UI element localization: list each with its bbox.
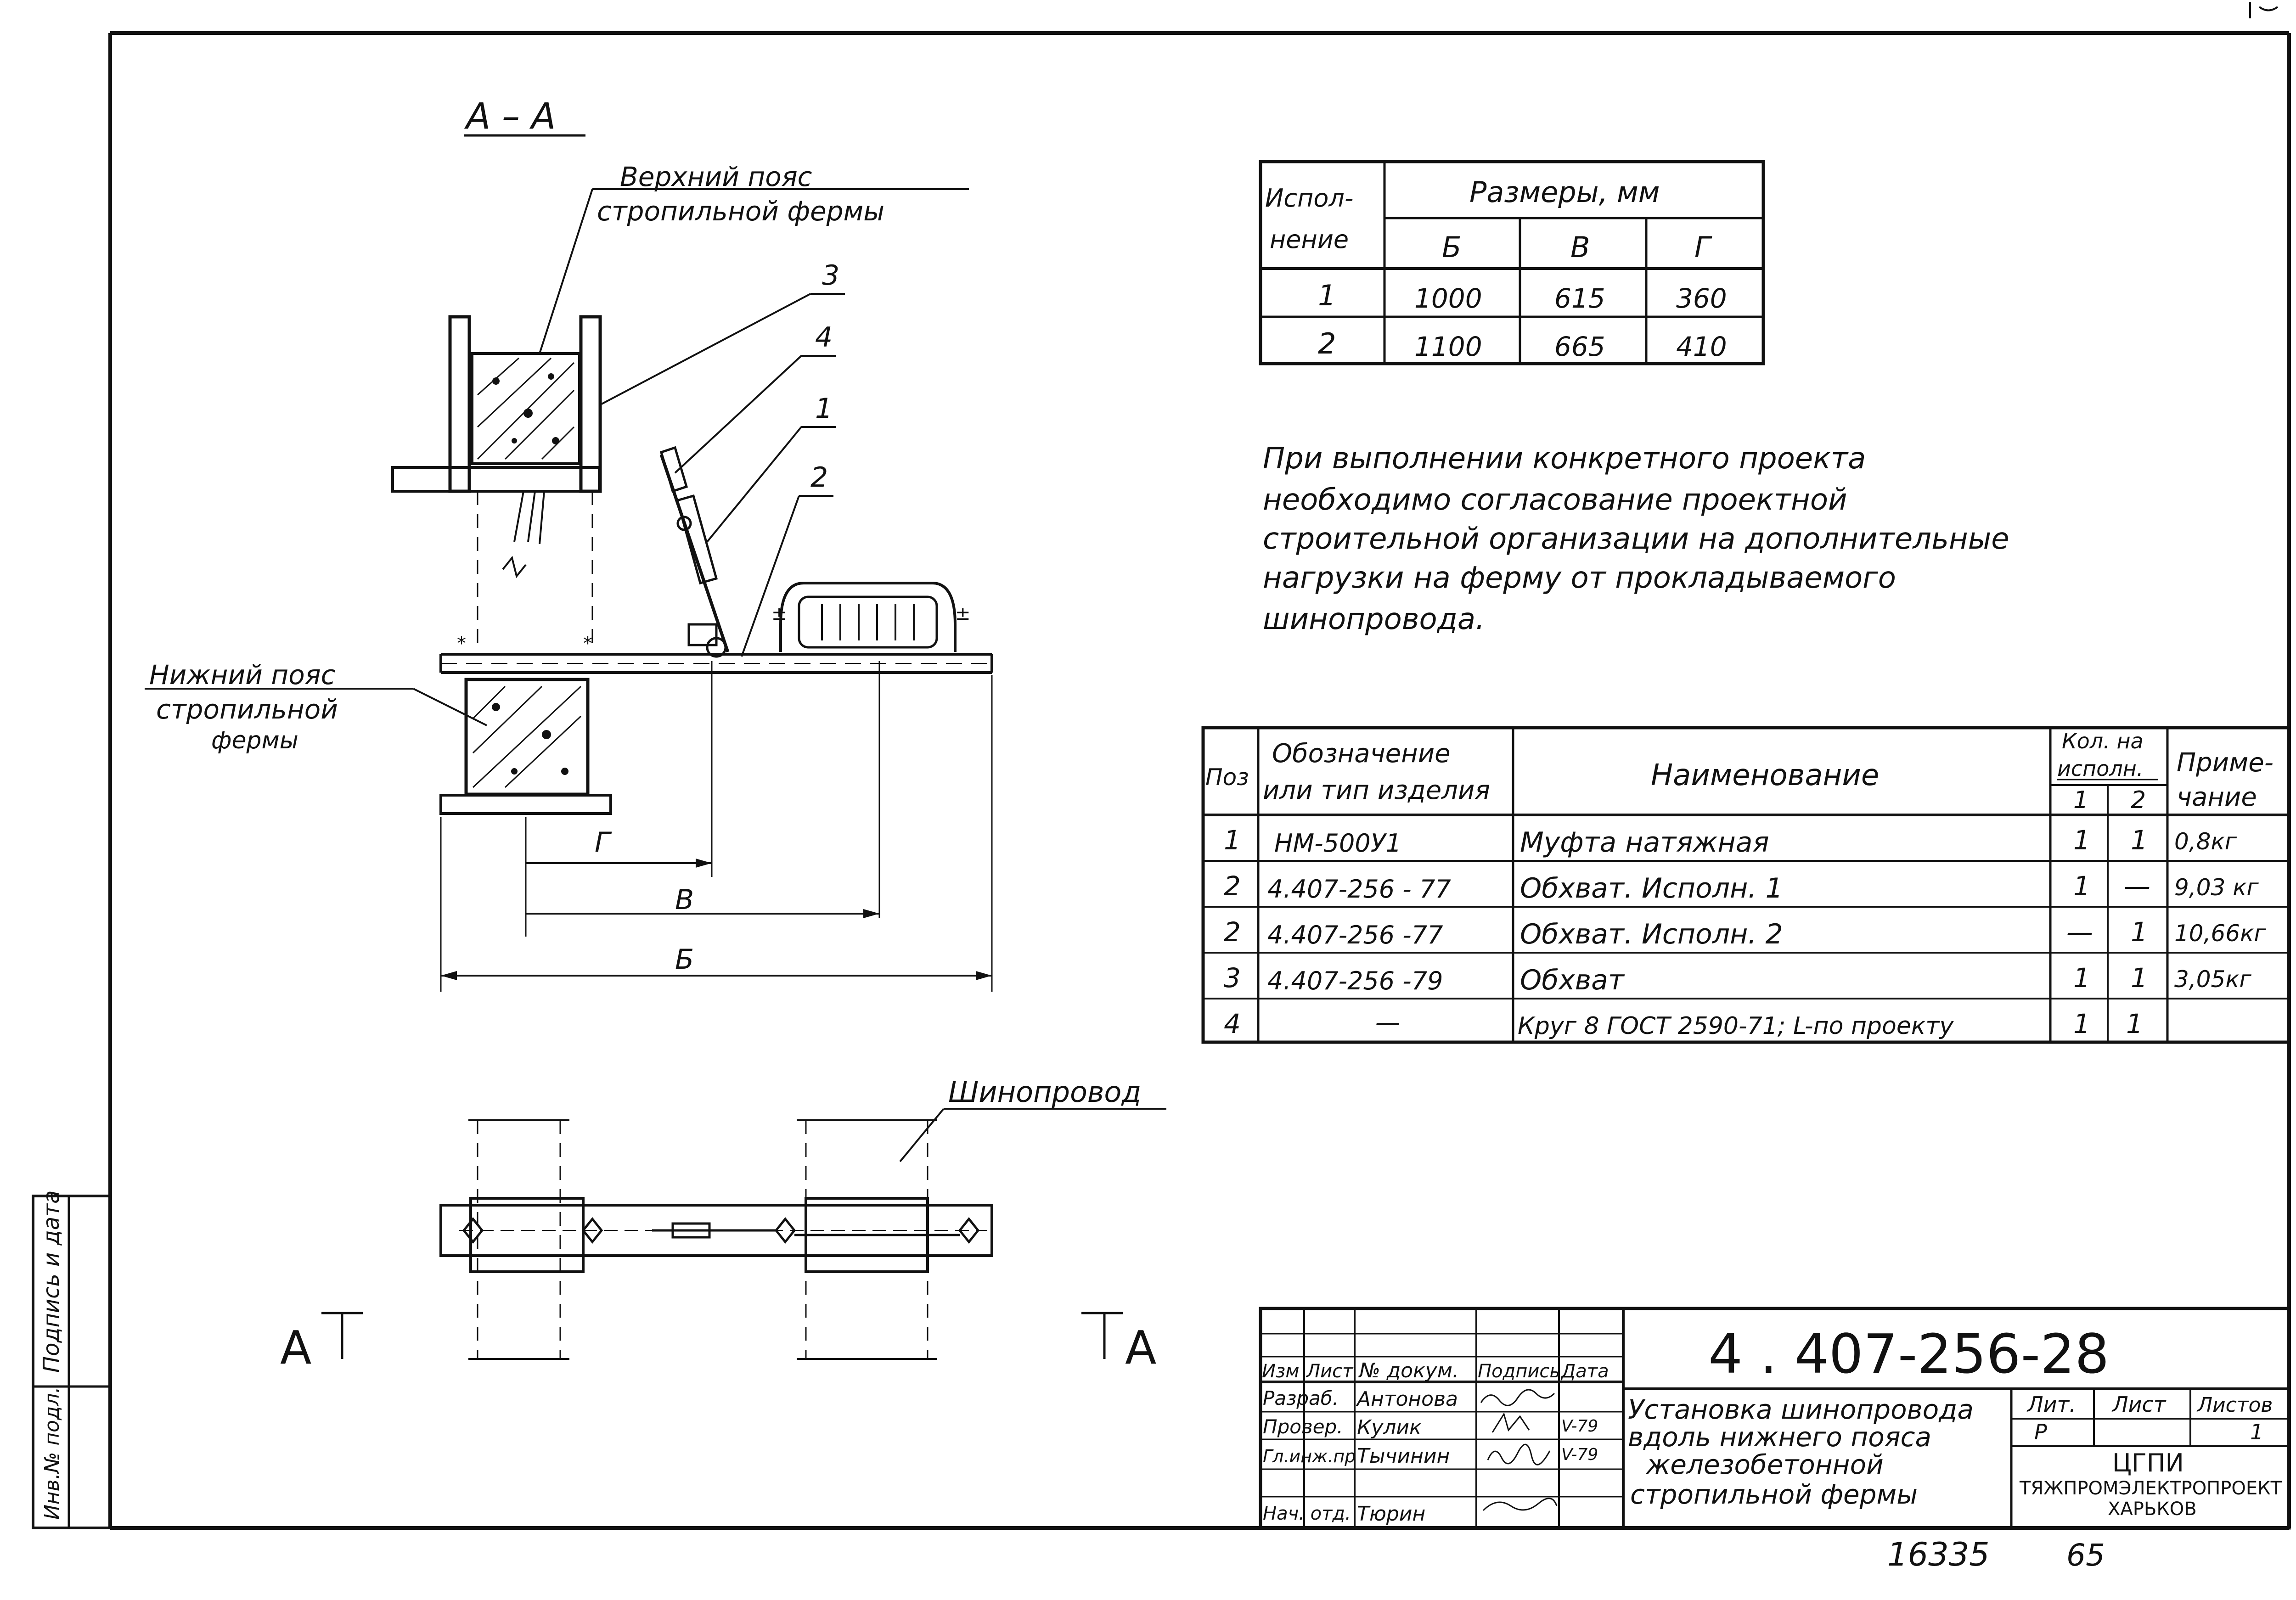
busbar-section (771, 583, 971, 652)
plan-view (280, 1075, 1166, 1375)
callout-4: 4 (815, 321, 833, 354)
spec-row-2-name: Обхват. Исполн. 1 (1520, 872, 1783, 904)
tb-sheets-header: Листов (2197, 1393, 2273, 1417)
spec-row-1-name: Муфта натяжная (1520, 826, 1769, 859)
size-table-header-variant-2: нение (1270, 225, 1349, 254)
spec-header-qty-1: Кол. на (2062, 729, 2144, 753)
tb-title-4: стропильной фермы (1630, 1479, 1918, 1510)
note-line-4: нагрузки на ферму от прокладываемого (1263, 561, 1896, 595)
spec-header-qty-2: исполн. (2057, 756, 2144, 781)
spec-header-note-2: чание (2177, 782, 2257, 812)
dimensions (441, 661, 992, 992)
spec-row-3-pos: 2 (1224, 916, 1241, 948)
callout-2: 2 (810, 461, 828, 494)
spec-row-3-note: 10,66кг (2174, 920, 2266, 947)
side-stamp (33, 1190, 110, 1528)
upper-belt-label-2: стропильной фермы (597, 196, 885, 227)
spec-row-2-q2: — (2124, 870, 2150, 902)
svg-text:±: ± (955, 603, 971, 624)
tb-sheets-value: 1 (2250, 1420, 2264, 1444)
drawing-code: 4 . 407-256-28 (1708, 1322, 2110, 1386)
tb-col-date: Дата (1561, 1361, 1609, 1382)
note-line-5: шинопровода. (1263, 602, 1485, 636)
tb-title-1: Установка шинопровода (1628, 1394, 1974, 1425)
size-table-col-g: Г (1694, 230, 1711, 264)
org-line-2: ТЯЖПРОМЭЛЕКТРОПРОЕКТ (2020, 1478, 2282, 1499)
spec-row-5-name: Круг 8 ГОСТ 2590-71; L-по проекту (1518, 1012, 1954, 1040)
svg-text:*: * (583, 633, 592, 654)
size-row-2-b: 1100 (1414, 331, 1482, 362)
spec-row-1-q2: 1 (2131, 825, 2148, 856)
spec-row-5-q2: 1 (2126, 1008, 2143, 1039)
tension-coupling (661, 448, 728, 657)
cut-mark-left: А (280, 1321, 312, 1375)
note-line-3: строительной организации на дополнительные (1263, 522, 2009, 556)
spec-row-1-pos: 1 (1224, 825, 1241, 856)
note-line-2: необходимо согласование проектной (1263, 483, 1847, 517)
spec-row-4-name: Обхват (1520, 964, 1624, 996)
title-block (1261, 1308, 2289, 1528)
size-table-header-variant-1: Испол- (1265, 184, 1354, 213)
tb-role-4: Нач. отд. (1263, 1503, 1351, 1524)
tb-lit-header: Лит. (2027, 1392, 2076, 1417)
size-table (1261, 162, 1763, 364)
busbar-label: Шинопровод (948, 1075, 1142, 1109)
spec-header-designation-2: или тип изделия (1263, 775, 1491, 805)
spec-header-qty-col-1: 1 (2073, 786, 2089, 814)
tb-col-sign: Подпись (1478, 1361, 1560, 1382)
spec-row-5-pos: 4 (1224, 1008, 1241, 1039)
size-table-col-v: В (1570, 230, 1590, 264)
spec-row-1-q1: 1 (2073, 825, 2090, 856)
tb-role-1: Разраб. (1263, 1387, 1339, 1409)
size-row-2-variant: 2 (1318, 327, 1336, 360)
size-row-2-g: 410 (1676, 331, 1727, 362)
tb-name-1: Антонова (1357, 1387, 1458, 1411)
section-view (145, 96, 992, 992)
tb-date-2: V-79 (1561, 1417, 1598, 1436)
sheet-frame (110, 2, 2289, 1528)
size-row-2-v: 665 (1554, 331, 1605, 362)
spec-header-qty-col-2: 2 (2131, 786, 2146, 814)
spec-row-4-note: 3,05кг (2174, 966, 2251, 993)
svg-text:*: * (457, 633, 466, 654)
note-line-1: При выполнении конкретного проекта (1263, 442, 1866, 476)
spec-header-name: Наименование (1651, 758, 1880, 792)
callout-1: 1 (815, 393, 833, 425)
spec-row-3-q1: — (2066, 916, 2093, 948)
tb-title-2: вдоль нижнего пояса (1628, 1421, 1932, 1453)
spec-row-4-designation: 4.407-256 -79 (1267, 966, 1443, 995)
footer-number: 16335 (1887, 1536, 1990, 1573)
size-row-1-v: 615 (1554, 283, 1605, 314)
side-stamp-bottom: Инв.№ подл. (40, 1387, 64, 1520)
spec-row-2-q1: 1 (2073, 870, 2090, 902)
spec-row-3-name: Обхват. Исполн. 2 (1520, 918, 1783, 950)
callout-3: 3 (822, 259, 840, 292)
spec-header-pos: Поз (1205, 764, 1249, 791)
tb-col-list: Лист (1306, 1361, 1353, 1382)
dimension-g: Г (595, 826, 610, 859)
tb-role-3: Гл.инж.пр (1263, 1446, 1356, 1466)
size-row-1-variant: 1 (1318, 279, 1336, 312)
lower-belt-label-1: Нижний пояс (149, 659, 336, 691)
tb-name-3: Тычинин (1357, 1444, 1450, 1468)
org-line-3: ХАРЬКОВ (2108, 1499, 2197, 1520)
size-row-1-b: 1000 (1414, 283, 1482, 314)
size-table-header-dims: Размеры, мм (1469, 175, 1660, 209)
svg-text:±: ± (771, 603, 787, 624)
spec-row-3-designation: 4.407-256 -77 (1267, 921, 1443, 949)
size-row-1-g: 360 (1676, 283, 1727, 314)
lower-belt-label-2: стропильной (156, 694, 338, 725)
tb-date-3: V-79 (1561, 1445, 1598, 1464)
section-label: А – А (466, 96, 556, 137)
tb-col-izm: Изм (1262, 1361, 1300, 1382)
dimension-b: Б (675, 943, 694, 976)
tb-col-doc: № докум. (1359, 1359, 1459, 1382)
spec-row-5-designation: — (1375, 1008, 1400, 1037)
tb-name-4: Тюрин (1357, 1502, 1426, 1526)
spec-row-4-q1: 1 (2073, 962, 2090, 994)
org-line-1: ЦГПИ (2112, 1448, 2184, 1477)
spec-row-2-pos: 2 (1224, 870, 1241, 902)
spec-row-1-note: 0,8кг (2174, 828, 2237, 855)
upper-belt-label-1: Верхний пояс (620, 161, 812, 192)
spec-table (1203, 728, 2289, 1042)
lower-belt-label-3: фермы (211, 727, 298, 754)
tb-lit-value: Р (2034, 1420, 2047, 1444)
spec-header-note-1: Приме- (2177, 748, 2273, 778)
cut-mark-right: А (1125, 1321, 1157, 1375)
spec-row-1-designation: НМ-500У1 (1274, 829, 1402, 858)
tb-name-2: Кулик (1357, 1416, 1422, 1439)
spec-row-3-q2: 1 (2131, 916, 2148, 948)
tb-sheet-header: Лист (2112, 1392, 2166, 1417)
spec-row-4-pos: 3 (1224, 962, 1241, 994)
spec-row-2-designation: 4.407-256 - 77 (1267, 875, 1451, 904)
tb-title-3: железобетонной (1646, 1449, 1884, 1480)
spec-row-4-q2: 1 (2131, 962, 2148, 994)
spec-row-5-q1: 1 (2073, 1008, 2090, 1039)
side-stamp-top: Подпись и дата (39, 1190, 64, 1373)
tb-role-2: Провер. (1263, 1415, 1343, 1438)
size-table-col-b: Б (1442, 230, 1462, 264)
footer-page: 65 (2066, 1538, 2105, 1573)
note (1263, 442, 2009, 636)
spec-row-2-note: 9,03 кг (2174, 874, 2259, 901)
spec-header-designation-1: Обозначение (1272, 739, 1451, 769)
dimension-v: В (675, 884, 694, 916)
